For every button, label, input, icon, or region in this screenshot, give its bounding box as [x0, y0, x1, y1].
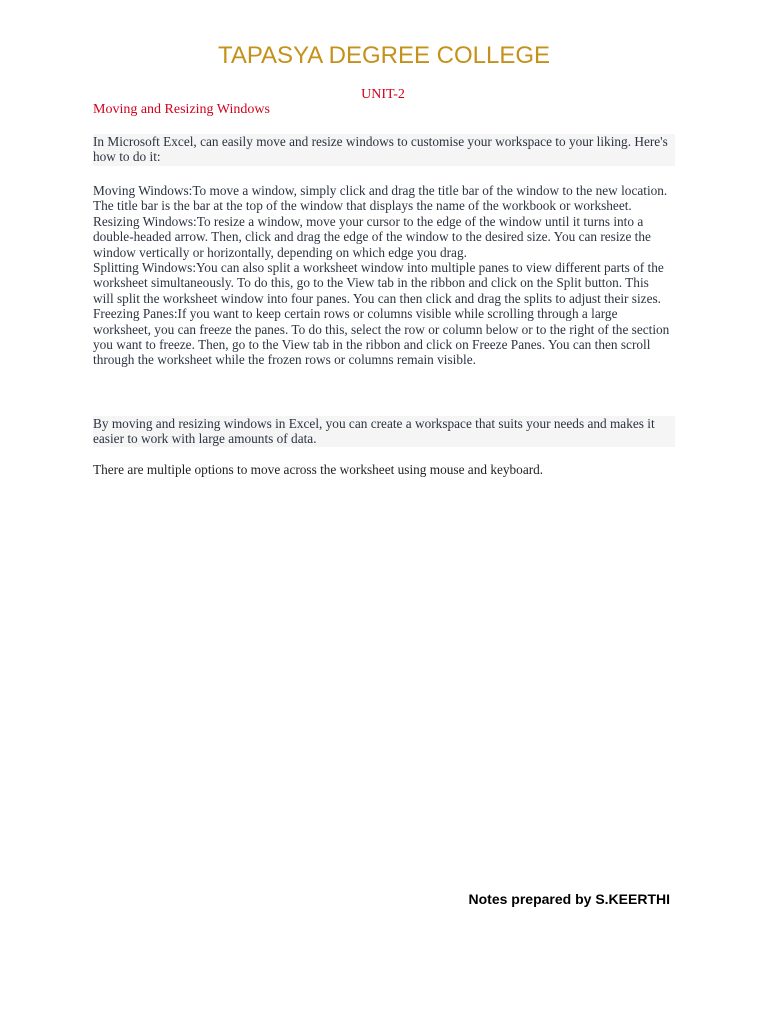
splitting-windows-paragraph: Splitting Windows:You can also split a worksheet window into multiple panes to view different parts of the worksheet simultaneously. To do this, go to the View tab in the ribbon and click on the Split button. This will split the worksheet window into four panes. You can then click and drag the splits to adjust their sizes. — [93, 260, 664, 306]
options-paragraph: There are multiple options to move across the worksheet using mouse and keyboard. — [93, 462, 544, 477]
intro-paragraph: In Microsoft Excel, can easily move and resize windows to customise your workspace to your liking. Here's how to do it: — [93, 134, 675, 166]
section-heading: Moving and Resizing Windows — [93, 102, 270, 117]
unit-label: UNIT-2 — [361, 87, 405, 102]
footer-credit: Notes prepared by S.KEERTHI — [468, 891, 670, 907]
moving-windows-paragraph: Moving Windows:To move a window, simply click and drag the title bar of the window to the new location. The title bar is the bar at the top of the window that displays the name of the workbook or worksheet. — [93, 183, 668, 214]
freezing-panes-paragraph: Freezing Panes:If you want to keep certain rows or columns visible while scrolling through a large worksheet, you can freeze the panes. To do this, select the row or column below or to the right of the section you want to freeze. Then, go to the View tab in the ribbon and click on Freeze Panes. You can then scroll through the worksheet while the frozen rows or columns remain visible. — [93, 306, 670, 368]
steps-block — [93, 183, 675, 368]
summary-paragraph: By moving and resizing windows in Excel, you can create a workspace that suits your needs and makes it easier to work with large amounts of data. — [93, 416, 675, 447]
resizing-windows-paragraph: Resizing Windows:To resize a window, move your cursor to the edge of the window until it turns into a double-headed arrow. Then, click and drag the edge of the window to the desired size. You can resize the window vertically or horizontally, depending on which edge you drag. — [93, 213, 651, 260]
college-title: TAPASYA DEGREE COLLEGE — [217, 42, 551, 69]
